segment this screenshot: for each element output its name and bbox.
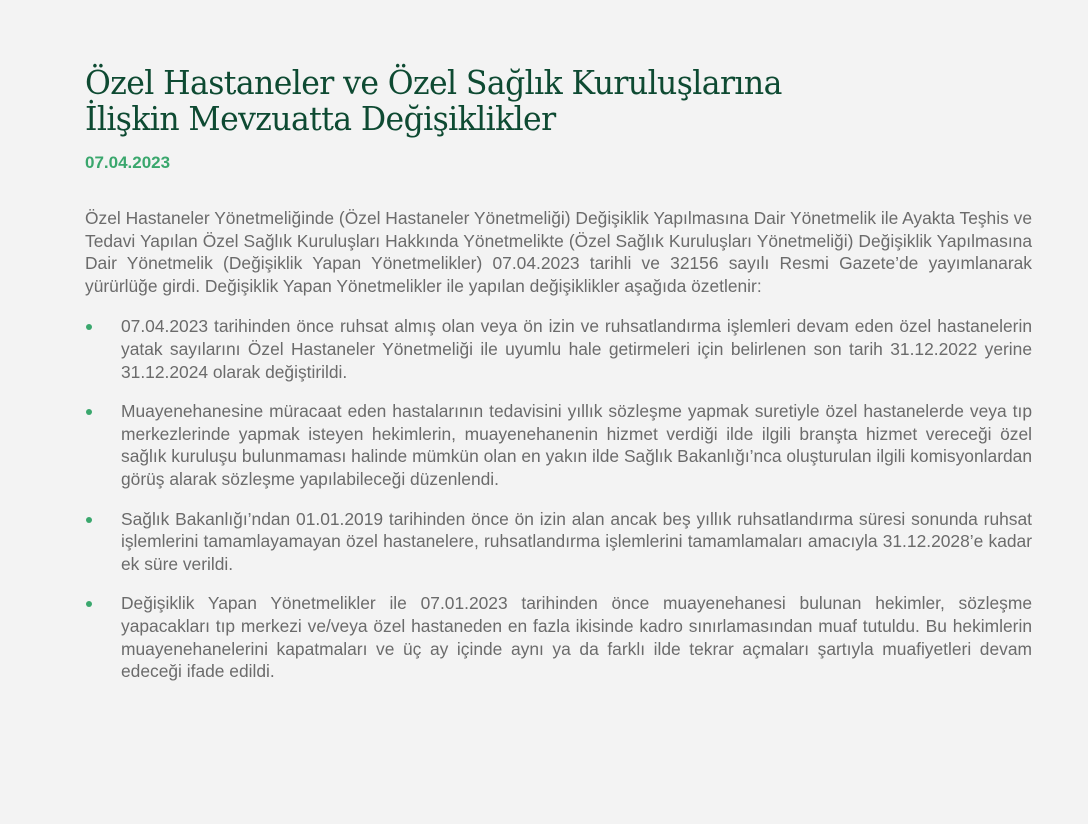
title-line-1: Özel Hastaneler ve Özel Sağlık Kuruluşlarına <box>85 64 782 103</box>
article-date: 07.04.2023 <box>85 153 171 172</box>
article <box>85 66 1032 700</box>
changes-list <box>85 315 1032 682</box>
list-item-text: Sağlık Bakanlığı’ndan 01.01.2019 tarihinden önce ön izin alan ancak beş yıllık ruhsatlandırma süresi sonunda ruhsat işlemlerini tamamlayamayan özel hastanelere, ruhsatlandırma işlemlerini tamamlamaları amacıyla 31.12.2028’e kadar ek süre verildi. <box>121 508 1032 574</box>
bullet-dot-icon <box>86 517 92 523</box>
list-item <box>85 400 1032 490</box>
list-item-text: 07.04.2023 tarihinden önce ruhsat almış olan veya ön izin ve ruhsatlandırma işlemleri devam eden özel hastanelerin yatak sayılarını Özel Hastaneler Yönetmeliği ile uyumlu hale getirmeleri için belirlenen son tarih 31.12.2022 yerine 31.12.2024 olarak değiştirildi. <box>121 316 1032 382</box>
article-title <box>85 66 1032 138</box>
list-item-text: Muayenehanesine müracaat eden hastalarının tedavisini yıllık sözleşme yapmak suretiyle özel hastanelerde veya tıp merkezlerinde yapmak isteyen hekimlerin, muayenehanenin hizmet verdiği ilde ilgili branşta hizmet vereceği özel sağlık kuruluşu bulunmaması halinde mümkün olan en yakın ilde Sağlık Bakanlığı’nca oluşturulan ilgili komisyonlardan görüş alarak sözleşme yapılabileceği düzenlendi. <box>121 401 1032 489</box>
bullet-dot-icon <box>86 324 92 330</box>
list-item-text: Değişiklik Yapan Yönetmelikler ile 07.01.2023 tarihinden önce muayenehanesi bulunan hekimler, sözleşme yapacakları tıp merkezi ve/veya özel hastaneden en fazla ikisinde kadro sınırlamasından muaf tutuldu. Bu hekimlerin muayenehanelerini kapatmaları ve üç ay içinde aynı ya da farklı ilde tekrar açmaları şartıyla muafiyetleri devam edeceği ifade edildi. <box>121 593 1032 682</box>
bullet-dot-icon <box>86 601 92 607</box>
list-item <box>85 508 1032 576</box>
list-item <box>85 315 1032 383</box>
bullet-dot-icon <box>86 409 92 415</box>
list-item <box>85 592 1032 682</box>
intro-paragraph: Özel Hastaneler Yönetmeliğinde (Özel Hastaneler Yönetmeliği) Değişiklik Yapılmasına Dair Yönetmelik ile Ayakta Teşhis ve Tedavi Yapılan Özel Sağlık Kuruluşları Hakkında Yönetmelikte (Özel Sağlık Kuruluşları Yönetmeliği) Değişiklik Yapılmasına Dair Yönetmelik (Değişiklik Yapan Yönetmelikler) 07.04.2023 tarihli ve 32156 sayılı Resmi Gazete’de yayımlanarak yürürlüğe girdi. Değişiklik Yapan Yönetmelikler ile yapılan değişiklikler aşağıda özetlenir: <box>85 208 1032 296</box>
title-line-2: İlişkin Mevzuatta Değişiklikler <box>85 101 556 139</box>
